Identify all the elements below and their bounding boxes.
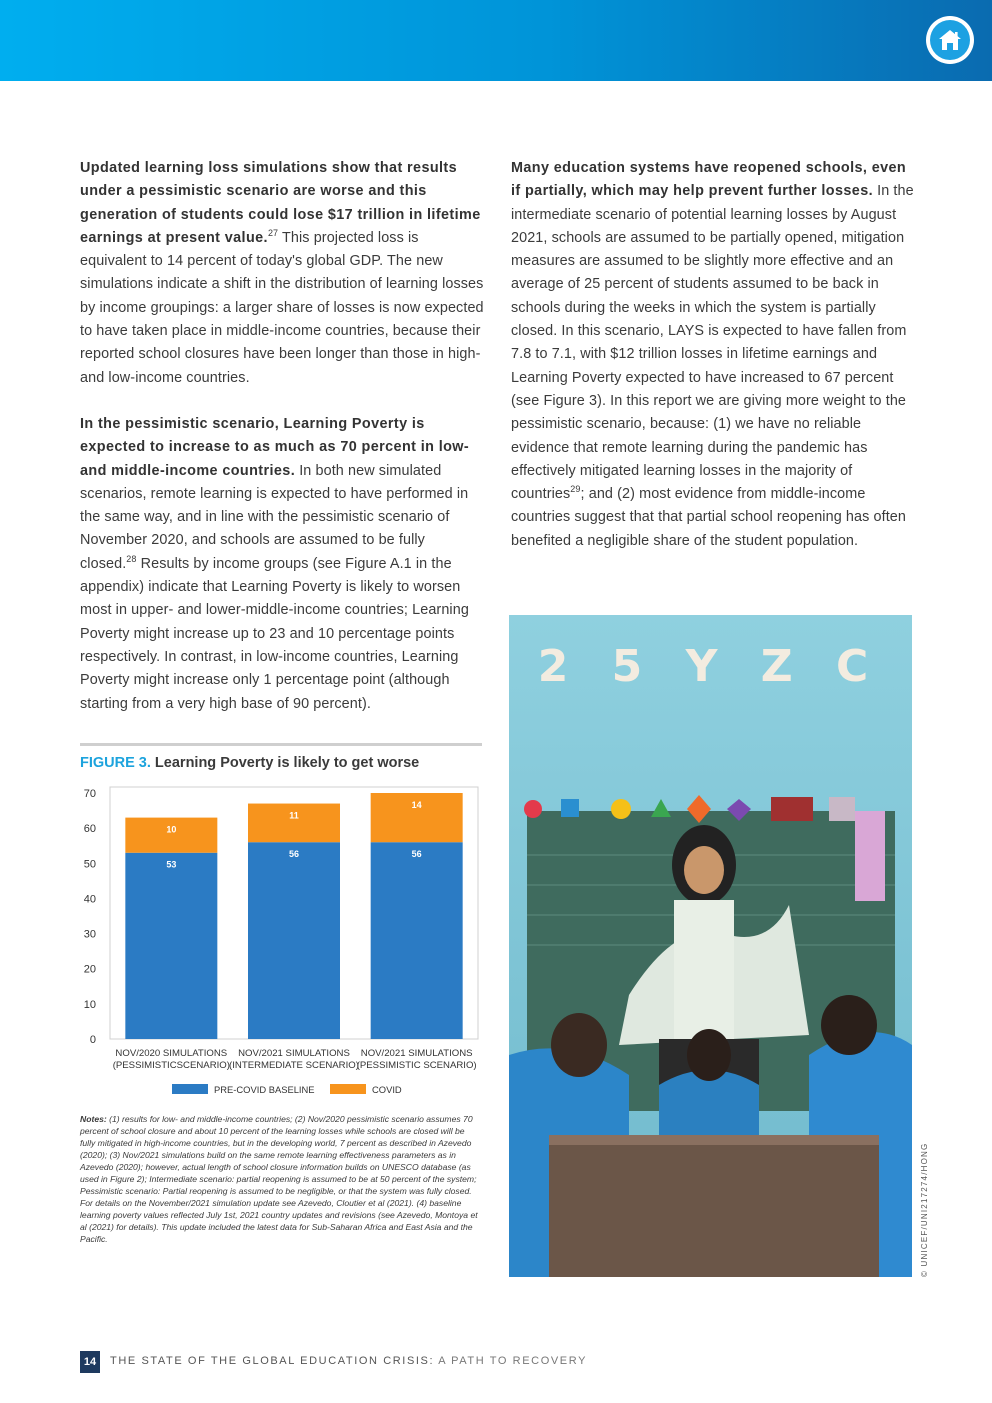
paragraph-learning-loss: Updated learning loss simulations show that results under a pessimistic scenario are worse and this generation of students could lose $17 trillion in lifetime earnings at present value.$^{27}$ This projected loss is equivalent to 14 percent of today's global GDP. The new simulations indicate a shift in the distribution of learning losses by income groupings: a larger share of losses is now expected to have taken place in middle-income countries, because their reported school closures have been longer than those in high- and low-income countries.: [80, 160, 484, 386]
board-letters: 2 5 Y Z C: [537, 641, 883, 692]
y-tick-label: 0: [89, 1034, 96, 1046]
bar-value-label: 56: [288, 849, 300, 860]
x-category-label: (PESSIMISTIC SCENARIO): [356, 1060, 477, 1071]
legend-swatch-covid: [330, 1084, 366, 1094]
bar-value-label: 11: [289, 810, 299, 821]
y-tick-label: 30: [83, 928, 96, 941]
legend-label-baseline: PRE-COVID BASELINE: [214, 1084, 315, 1095]
bar-baseline: [371, 842, 463, 1039]
home-icon: [936, 26, 964, 54]
legend-label-covid: COVID: [372, 1084, 402, 1095]
x-category-label: NOV/2021 SIMULATIONS: [238, 1048, 350, 1059]
page-number: 14: [80, 1351, 100, 1373]
y-tick-label: 10: [83, 998, 96, 1011]
top-banner: [0, 0, 992, 81]
bar-value-label: 10: [166, 824, 177, 835]
paragraph-pessimistic-scenario: In the pessimistic scenario, Learning Poverty is expected to increase to as much as 70 percent in low- and middle-income countries. In both new simulated scenarios, remote learning is expected to have performed in the same way, and in line with the pessimistic scenario of November 2020, and schools are assumed to be fully closed.$^{28}$ Results by income groups (see Figure A.1 in the appendix) indicate that Learning Poverty is likely to worsen most in upper- and lower-middle-income countries; Learning Poverty might increase up to 23 and 10 percentage points respectively. In contrast, in low-income countries, Learning Poverty might increase only 1 percentage point (although starting from a very high base of 90 percent).: [80, 415, 470, 712]
photo-credit: © UNICEF/UNI217274/HONG: [920, 1142, 929, 1277]
classroom-illustration: [509, 615, 912, 1277]
home-button[interactable]: [926, 16, 974, 64]
figure-title: FIGURE 3. Learning Poverty is likely to get worse: [80, 755, 420, 771]
y-tick-label: 70: [83, 788, 96, 800]
x-category-label: NOV/2021 SIMULATIONS: [360, 1048, 473, 1059]
bar-baseline: [248, 842, 340, 1039]
figure-divider: [80, 743, 482, 746]
y-tick-label: 40: [83, 893, 96, 906]
x-category-label: NOV/2020 SIMULATIONS: [115, 1048, 228, 1059]
bar-value-label: 56: [411, 849, 422, 860]
y-tick-label: 60: [83, 823, 96, 836]
x-category-label: (PESSIMISTICSCENARIO): [112, 1060, 230, 1071]
y-tick-label: 50: [83, 858, 96, 871]
bar-value-label: 14: [411, 800, 422, 810]
figure-notes: Notes: (1) results for low- and middle-income countries; (2) Nov/2020 pessimistic scenario assumes 70 percent of school closure and about 10 percent of the learning losses while schools are closed will be fully mitigated in high-income countries, but in the developing world, 7 percent as described in Azevedo (2020); (3) Nov/2021 simulations build on the same remote learning effectiveness parameters as in Azevedo (2020); however, actual length of school closure information builds on UNESCO database (as used in Figure 2); Intermediate scenario: partial reopening is assumed to be at 50 percent of the system; Pessimistic scenario: Partial reopening is assumed to be negligible, or that the system was fully closed. For details on the November/2021 simulation update see Azevedo, Cloutier et al (2021). (4) baseline learning poverty values reflected July 1st, 2021 country updates and revisions (see Azevedo, Montoya et al (2021) for details). This update included the latest data for Sub-Saharan Africa and East Asia and the Pacific.: [80, 1114, 478, 1244]
bar-baseline: [125, 853, 217, 1039]
bar-covid: [248, 804, 340, 843]
footer-title: THE STATE OF THE GLOBAL EDUCATION CRISIS: A PATH TO RECOVERY: [110, 1355, 588, 1367]
left-column: [80, 157, 484, 716]
y-tick-label: 20: [83, 963, 96, 976]
bar-covid: [125, 818, 217, 853]
learning-poverty-chart: [78, 780, 484, 1100]
paragraph-reopened-schools: Many education systems have reopened schools, even if partially, which may help prevent further losses. In the intermediate scenario of potential learning losses by August 2021, schools are assumed to be partially opened, mitigation measures are assumed to be slightly more effective and an average of 25 percent of students assumed to be back in schools during the weeks in which the system is partially closed. In this scenario, LAYS is expected to have fallen from 7.8 to 7.1, with $12 trillion losses in lifetime earnings and Learning Poverty expected to have increased to 67 percent (see Figure 3). In this report we are giving more weight to the pessimistic scenario, because: (1) we have no reliable evidence that remote learning during the pandemic has effectively mitigated learning losses in the majority of countries$^{29}$; and (2) most evidence from middle-income countries suggest that that partial school reopening has often benefited a negligible share of the student population.: [511, 160, 914, 549]
legend-swatch-baseline: [172, 1084, 208, 1094]
x-category-label: (INTERMEDIATE SCENARIO): [229, 1060, 359, 1071]
right-column: [511, 157, 915, 553]
bar-value-label: 53: [166, 859, 177, 870]
classroom-photo: [509, 615, 912, 1277]
